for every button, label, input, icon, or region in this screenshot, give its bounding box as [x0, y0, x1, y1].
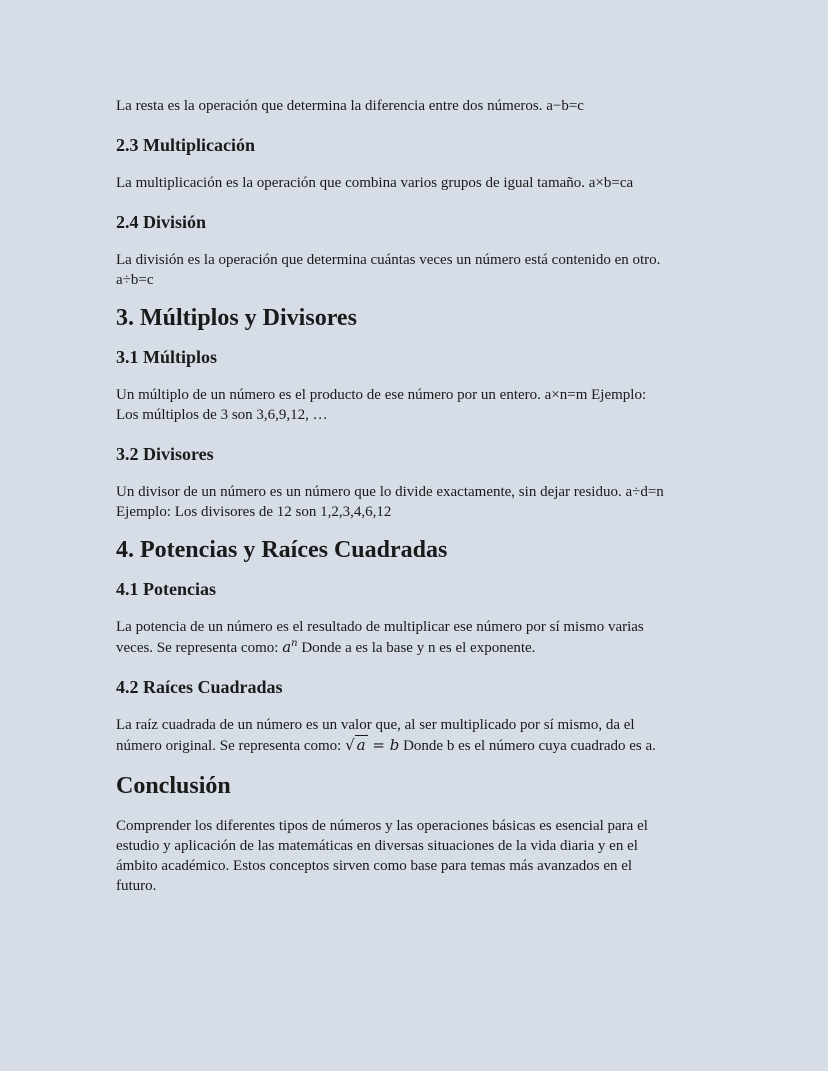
division-line-2: a÷b=c [116, 272, 154, 288]
division-paragraph [116, 250, 716, 290]
conclusion-line-3: ámbito académico. Estos conceptos sirven como base para temas más avanzados en el [116, 858, 633, 874]
divisores-line-2: Ejemplo: Los divisores de 12 son 1,2,3,4,6,12 [116, 504, 392, 520]
sqrt-radicand: a [356, 736, 366, 754]
power-exponent: n [291, 638, 298, 649]
multiplos-paragraph [116, 385, 716, 425]
sqrt-expression [345, 735, 399, 754]
heading-potencias: 4.1 Potencias [116, 579, 216, 599]
divisores-paragraph [116, 482, 716, 522]
conclusion-line-1: Comprender los diferentes tipos de números y las operaciones básicas es esencial para el [116, 818, 648, 834]
resta-paragraph: La resta es la operación que determina la diferencia entre dos números. a−b=c [116, 98, 584, 114]
raices-line-2 [116, 735, 716, 756]
conclusion-line-2: estudio y aplicación de las matemáticas en diversas situaciones de la vida diaria y en el [116, 838, 638, 854]
heading-divisores: 3.2 Divisores [116, 444, 214, 464]
potencias-line-2-post: Donde a es la base y n es el exponente. [297, 640, 536, 656]
heading-potencias-raices: 4. Potencias y Raíces Cuadradas [116, 537, 448, 563]
power-expression [282, 638, 297, 656]
heading-multiplos: 3.1 Múltiplos [116, 347, 218, 367]
heading-conclusion: Conclusión [116, 773, 231, 799]
conclusion-line-4: futuro. [116, 878, 157, 894]
heading-raices: 4.2 Raíces Cuadradas [116, 677, 283, 697]
potencias-line-1: La potencia de un número es el resultado de multiplicar ese número por sí mismo varias [116, 619, 644, 635]
document-content [116, 96, 716, 896]
power-base: a [282, 638, 292, 656]
multiplos-line-2: Los múltiplos de 3 son 3,6,9,12, … [116, 407, 328, 423]
heading-division: 2.4 División [116, 212, 207, 232]
raices-line-2-pre: número original. Se representa como: [116, 738, 346, 754]
heading-multiplicacion: 2.3 Multiplicación [116, 135, 255, 155]
heading-multiplos-divisores: 3. Múltiplos y Divisores [116, 305, 357, 331]
multiplicacion-paragraph: La multiplicación es la operación que combina varios grupos de igual tamaño. a×b=ca [116, 175, 634, 191]
raices-paragraph [116, 715, 716, 756]
raices-line-2-post: Donde b es el número cuya cuadrado es a. [399, 738, 656, 754]
sqrt-symbol-icon: √ [345, 736, 355, 754]
divisores-line-1: Un divisor de un número es un número que lo divide exactamente, sin dejar residuo. a÷d=n [116, 484, 664, 500]
sqrt-equation-rhs: = b [367, 736, 400, 754]
potencias-paragraph [116, 617, 716, 658]
potencias-line-2 [116, 637, 716, 658]
conclusion-paragraph [116, 816, 716, 896]
raices-line-1: La raíz cuadrada de un número es un valor que, al ser multiplicado por sí mismo, da el [116, 717, 635, 733]
division-line-1: La división es la operación que determina cuántas veces un número está contenido en otro. [116, 252, 661, 268]
potencias-line-2-pre: veces. Se representa como: [116, 640, 283, 656]
multiplos-line-1: Un múltiplo de un número es el producto de ese número por un entero. a×n=m Ejemplo: [116, 387, 647, 403]
